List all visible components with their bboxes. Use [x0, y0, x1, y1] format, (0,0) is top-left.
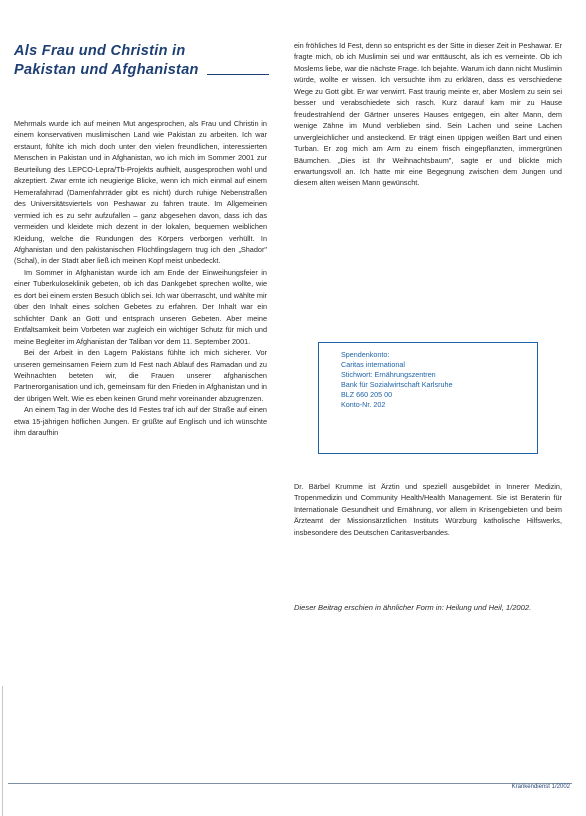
- donation-heading: Spendenkonto:: [341, 350, 390, 359]
- right-column-story: [294, 40, 562, 189]
- donation-blz: BLZ 660 205 00: [341, 390, 393, 400]
- scan-edge-mark: [2, 686, 3, 816]
- donation-bank: Bank für Sozialwirtschaft Karlsruhe: [341, 380, 453, 390]
- source-note: Dieser Beitrag erschien in ähnlicher Form in: Heilung und Heil, 1/2002.: [294, 603, 532, 612]
- footer-page-label: Krankendienst 1/2002: [511, 784, 570, 790]
- right-paragraph: ein fröhliches Id Fest, denn so entspricht es der Sitte in dieser Zeit in Peshawar. Er fragte mich, ob ich Muslimin sei und war enttäuscht, als ich es verneinte. Ob ich Moslems liebe, war die nächste Frage. Ich bejahte. Warum ich dann nicht Muslimin würde, wollte er wissen. Ich versuchte ihm zu erklären, dass es verschiedene Wege zu Gott gibt. Er war verwirrt. Fast traurig meinte er, aber Moslem zu sein sei besser und verabschiedete sich rasch. Kurz darauf kam mir zu Hause freudestrahlend der Gärtner unseres Hauses entgegen, ein alter Mann, dem wenige Zähne im Mund verblieben sind. Sein Lachen und seine Lachen unvergleichlicher und ansteckend. Er trägt einen üppigen weißen Bart und einen Turban. Er zog mich am Arm zu einem frisch eingepflanzten, immergrünen Bäumchen. „Dies ist Ihr Weihnachtsbaum", sagte er und blickte mich erwartungsvoll an. Ich hatte mir eine Begegnung zwischen dem Jungen und diesem alten weisen Mann gewünscht.: [294, 41, 562, 188]
- left-paragraph-2: Im Sommer in Afghanistan wurde ich am Ende der Einweihungsfeier in einer Tuberkuloseklinik gebeten, ob ich das Dankgebet sprechen wollte, wie es dort bei einem ersten Besuch üblich sei. Ich war überrascht, und wählte mir über den Inhalt eines solchen Gebetes zu erfahren. Der Inhalt war ein schlichter Dank an Gott und entsprach unseren Gebeten. Aber meine Entfaltsamkeit beim Vorbeten war zugleich ein wichtiger Schutz für mich und meine Begleiter im Afghanistan der Taliban vor dem 11. September 2001.: [14, 267, 267, 346]
- left-paragraph-1: Mehrmals wurde ich auf meinen Mut angesprochen, als Frau und Christin in einem konservativen muslimischen Land wie Pakistan zu arbeiten. Ich war erstaunt, fühlte ich mich doch unter den vielen freundlichen, interessierten Menschen in Pakistan und in Afghanistan, wo ich mich im Sommer 2001 zur Beurteilung des LEPCO-Lepra/Tb-Projekts aufhielt, ausgesprochen wohl und akzeptiert. Zwar ernte ich neugierige Blicke, wenn ich mich einmal auf einem Hemerafahrrad (Damenfahrräder gibt es nicht) durch ruhige Nebenstraßen des Universitätsviertels von Peshawar zu fahren traute. Im Allgemeinen vermied ich es zu sehr aufzufallen – ganz abgesehen davon, dass ich das vermeiden und kleidete mich dezent in der lokalen, bequemen weiblichen Kleidung, welche die Rundungen des Körpers verborgen verhüllt. In Afghanistan und den pakistanischen Flüchtlingslagern trug ich den „Shador" (Schal), in der Stadt aber ließ ich meinen Kopf meist unbedeckt.: [14, 119, 267, 266]
- title-line-1: Als Frau und Christin in: [14, 43, 186, 59]
- donation-organization: Caritas international: [341, 360, 405, 370]
- title-underline: [207, 74, 269, 75]
- footer-rule: [8, 783, 572, 784]
- author-bio-text: Dr. Bärbel Krumme ist Ärztin und speziell ausgebildet in Innerer Medizin, Tropenmedizin und Community Health/Health Management. Sie ist Beraterin für Internationale Gesundheit und Ernährung, vor allem in Krisengebieten und beim Ärzteamt der Missionsärztlichen Instituts Würzburg katholische Hilfswerks, insbesondere des Deutschen Caritasverbandes.: [294, 482, 562, 537]
- donation-account: Konto-Nr. 202: [341, 400, 386, 410]
- left-paragraph-4: An einem Tag in der Woche des Id Festes traf ich auf der Straße auf einen etwa 15-jährigen höflichen Jungen. Er grüßte auf Englisch und ich wünschte ihm daraufhin: [14, 405, 267, 438]
- author-bio: [294, 481, 562, 538]
- donation-keyword: Stichwort: Ernährungszentren: [341, 370, 436, 380]
- title-line-2-row: [14, 61, 269, 80]
- donation-box: [318, 342, 538, 454]
- left-column: [14, 118, 267, 439]
- title-line-2: Pakistan und Afghanistan: [14, 62, 199, 78]
- donation-details: [341, 350, 521, 411]
- article-title: [14, 42, 269, 80]
- left-paragraph-3: Bei der Arbeit in den Lagern Pakistans fühlte ich mich sicherer. Vor unseren gemeinsamen Feiern zum Id Fest nach Ablauf des Ramadan und zu Weihnachten beteten wir, die Frauen unserer afghanischen Partnerorganisation und ich, gemeinsam für den Frieden in Afghanistan und in der übrigen Welt. Wie es eben keinen Grund mehr voreinander abzugrenzen.: [14, 348, 267, 403]
